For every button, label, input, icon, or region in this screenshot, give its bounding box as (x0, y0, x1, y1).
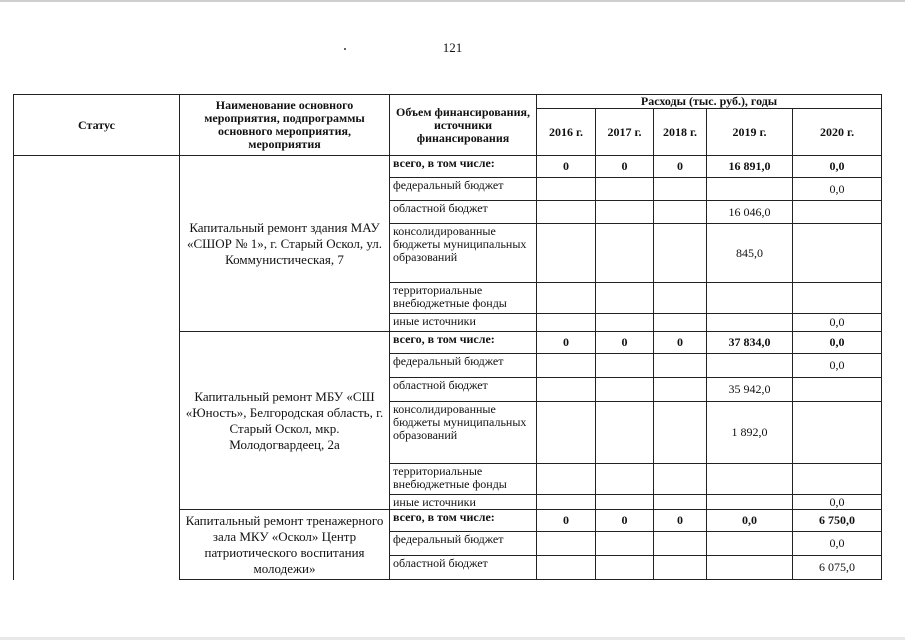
value-cell: 0 (654, 332, 707, 354)
page-number: 121 (442, 40, 463, 55)
value-cell (537, 354, 596, 378)
value-cell: 0,0 (793, 354, 882, 378)
value-cell: 0,0 (793, 495, 882, 510)
value-cell: 845,0 (707, 224, 793, 283)
funding-source-label: федеральный бюджет (390, 178, 537, 201)
value-cell (596, 201, 654, 224)
funding-total-label: всего, в том числе: (390, 510, 537, 532)
value-cell: 0 (596, 510, 654, 532)
value-cell: 0 (596, 332, 654, 354)
funding-source-label: консолидированные бюджеты муниципальных образований (390, 402, 537, 464)
value-cell: 1 892,0 (707, 402, 793, 464)
value-cell: 0 (537, 156, 596, 178)
funding-source-label: областной бюджет (390, 201, 537, 224)
value-cell (707, 354, 793, 378)
value-cell (793, 464, 882, 495)
value-cell: 16 046,0 (707, 201, 793, 224)
value-cell (596, 495, 654, 510)
value-cell (596, 532, 654, 556)
value-cell: 0 (654, 156, 707, 178)
funding-total-label: всего, в том числе: (390, 156, 537, 178)
value-cell (793, 283, 882, 314)
value-cell (654, 532, 707, 556)
funding-source-label: консолидированные бюджеты муниципальных образований (390, 224, 537, 283)
value-cell (537, 201, 596, 224)
funding-total-label: всего, в том числе: (390, 332, 537, 354)
value-cell: 16 891,0 (707, 156, 793, 178)
value-cell (596, 354, 654, 378)
header-expenses: Расходы (тыс. руб.), годы (537, 95, 882, 109)
value-cell: 0,0 (793, 532, 882, 556)
value-cell (596, 464, 654, 495)
header-funding: Объем финансирования, источники финансирования (390, 95, 537, 156)
value-cell (707, 314, 793, 332)
value-cell (654, 314, 707, 332)
value-cell (537, 464, 596, 495)
value-cell (654, 178, 707, 201)
event-name: Капитальный ремонт МБУ «СШ «Юность», Белгородская область, г. Старый Оскол, мкр. Молодогвардеец, 2а (180, 332, 390, 510)
value-cell: 0 (654, 510, 707, 532)
value-cell (654, 283, 707, 314)
table-body (14, 156, 882, 580)
table-row (14, 156, 882, 178)
value-cell (654, 201, 707, 224)
event-name: Капитальный ремонт тренажерного зала МКУ «Оскол» Центр патриотического воспитания молодежи» (180, 510, 390, 580)
value-cell (537, 556, 596, 580)
value-cell (707, 464, 793, 495)
value-cell (596, 224, 654, 283)
value-cell (596, 378, 654, 402)
expenses-table (13, 94, 882, 580)
value-cell (537, 532, 596, 556)
value-cell (793, 402, 882, 464)
value-cell (537, 495, 596, 510)
funding-source-label: территориальные внебюджетные фонды (390, 283, 537, 314)
value-cell: 0,0 (793, 314, 882, 332)
value-cell (654, 495, 707, 510)
funding-source-label: иные источники (390, 495, 537, 510)
value-cell (654, 224, 707, 283)
value-cell (654, 354, 707, 378)
header-year-2016: 2016 г. (537, 109, 596, 156)
value-cell: 37 834,0 (707, 332, 793, 354)
value-cell (537, 178, 596, 201)
funding-source-label: федеральный бюджет (390, 532, 537, 556)
value-cell (707, 283, 793, 314)
header-name: Наименование основного мероприятия, подпрограммы основного мероприятия, мероприятия (180, 95, 390, 156)
top-border-line (0, 0, 905, 2)
value-cell: 35 942,0 (707, 378, 793, 402)
value-cell: 0,0 (707, 510, 793, 532)
value-cell: 6 075,0 (793, 556, 882, 580)
funding-source-label: областной бюджет (390, 378, 537, 402)
value-cell: 0 (537, 510, 596, 532)
value-cell (596, 314, 654, 332)
header-year-2019: 2019 г. (707, 109, 793, 156)
header-year-2017: 2017 г. (596, 109, 654, 156)
value-cell (537, 402, 596, 464)
event-name: Капитальный ремонт здания МАУ «СШОР № 1», г. Старый Оскол, ул. Коммунистическая, 7 (180, 156, 390, 332)
header-year-2018: 2018 г. (654, 109, 707, 156)
value-cell (654, 464, 707, 495)
value-cell (596, 178, 654, 201)
funding-source-label: федеральный бюджет (390, 354, 537, 378)
value-cell: 6 750,0 (793, 510, 882, 532)
header-status: Статус (14, 95, 180, 156)
value-cell (707, 556, 793, 580)
value-cell (707, 495, 793, 510)
value-cell: 0 (596, 156, 654, 178)
value-cell (707, 178, 793, 201)
value-cell (793, 224, 882, 283)
value-cell: 0,0 (793, 332, 882, 354)
value-cell (537, 224, 596, 283)
funding-source-label: территориальные внебюджетные фонды (390, 464, 537, 495)
value-cell (596, 556, 654, 580)
value-cell (707, 532, 793, 556)
value-cell (793, 378, 882, 402)
value-cell: 0,0 (793, 156, 882, 178)
header-year-2020: 2020 г. (793, 109, 882, 156)
value-cell (537, 378, 596, 402)
value-cell (654, 556, 707, 580)
status-cell (14, 156, 180, 580)
funding-source-label: иные источники (390, 314, 537, 332)
value-cell (793, 201, 882, 224)
value-cell (596, 283, 654, 314)
value-cell (537, 314, 596, 332)
value-cell (654, 402, 707, 464)
value-cell (596, 402, 654, 464)
value-cell (654, 378, 707, 402)
value-cell: 0,0 (793, 178, 882, 201)
value-cell (537, 283, 596, 314)
value-cell: 0 (537, 332, 596, 354)
funding-source-label: областной бюджет (390, 556, 537, 580)
